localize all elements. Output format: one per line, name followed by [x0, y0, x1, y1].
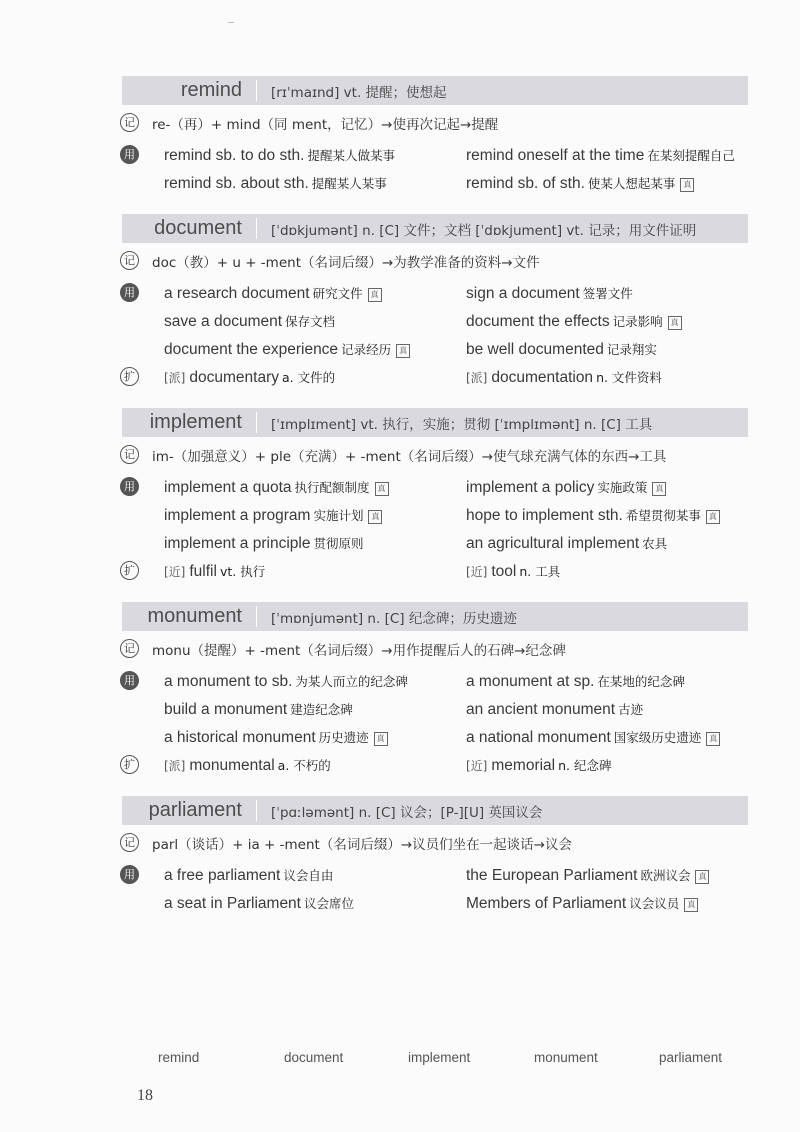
exam-mark-icon: 真 [684, 898, 698, 912]
memory-row [122, 109, 748, 137]
usage-row [122, 335, 748, 363]
exam-mark-icon: 真 [680, 178, 694, 192]
footer-word: document [284, 1050, 344, 1065]
usage-phrase: the European Parliament 欧洲议会 真 [466, 866, 709, 885]
memory-icon: 记 [120, 113, 139, 132]
exam-mark-icon: 真 [695, 870, 709, 884]
usage-phrase: a historical monument 历史遗迹 真 [164, 728, 388, 747]
exam-mark-icon: 真 [375, 482, 389, 496]
footer-word: monument [534, 1050, 598, 1065]
extend-icon: 扩 [120, 367, 139, 386]
definition: [ˈdɒkjumənt] n. [C] 文件；文档 [ˈdɒkjument] vt. 记录；用文件证明 [271, 222, 697, 239]
usage-phrase: a monument to sb. 为某人而立的纪念碑 [164, 672, 408, 690]
headword: remind [180, 79, 242, 101]
extend-word: [派] documentation n. 文件资料 [466, 368, 662, 386]
memory-row [122, 829, 748, 857]
usage-row [122, 141, 748, 169]
footer-word-list [0, 1050, 800, 1070]
extend-word: [近] fulfil vt. 执行 [164, 562, 266, 580]
entry-header [122, 796, 748, 825]
usage-phrase: document the effects 记录影响 真 [466, 312, 682, 331]
usage-phrase: remind sb. about sth. 提醒某人某事 [164, 174, 387, 192]
entry-header [122, 76, 748, 105]
usage-phrase: implement a program 实施计划 真 [164, 506, 382, 525]
extend-icon: 扩 [120, 561, 139, 580]
usage-row [122, 279, 748, 307]
usage-row [122, 695, 748, 723]
usage-row [122, 169, 748, 197]
usage-icon: 用 [120, 865, 139, 884]
usage-phrase: remind sb. to do sth. 提醒某人做某事 [164, 146, 395, 164]
usage-row [122, 307, 748, 335]
usage-phrase: a research document 研究文件 真 [164, 284, 382, 303]
header-divider [256, 606, 257, 627]
usage-phrase: a seat in Parliament 议会席位 [164, 894, 355, 912]
usage-icon: 用 [120, 477, 139, 496]
memory-text: re-（再）+ mind（同 ment，记忆）→使再次记起→提醒 [152, 117, 499, 133]
headword: monument [147, 605, 242, 627]
extend-icon: 扩 [120, 755, 139, 774]
extend-row [122, 363, 748, 391]
entry-monument [122, 602, 748, 779]
exam-mark-icon: 真 [668, 316, 682, 330]
exam-mark-icon: 真 [706, 732, 720, 746]
usage-phrase: be well documented 记录翔实 [466, 340, 657, 358]
entry-parliament [122, 796, 748, 917]
definition: [ˈmɒnjumənt] n. [C] 纪念碑；历史遗迹 [271, 610, 517, 627]
page-number: 18 [137, 1087, 153, 1104]
usage-icon: 用 [120, 283, 139, 302]
definition: [ˈpɑːləmənt] n. [C] 议会；[P-][U] 英国议会 [271, 804, 543, 821]
extend-word: [派] monumental a. 不朽的 [164, 756, 331, 774]
memory-icon: 记 [120, 251, 139, 270]
footer-word: implement [408, 1050, 471, 1065]
usage-row [122, 529, 748, 557]
header-divider [256, 412, 257, 433]
entry-implement [122, 408, 748, 585]
usage-phrase: implement a policy 实施政策 真 [466, 478, 666, 497]
usage-icon: 用 [120, 671, 139, 690]
usage-phrase: implement a quota 执行配额制度 真 [164, 478, 389, 497]
extend-word: [派] documentary a. 文件的 [164, 368, 336, 386]
extend-word: [近] memorial n. 纪念碑 [466, 756, 612, 774]
entry-document [122, 214, 748, 391]
memory-row [122, 635, 748, 663]
scan-mark [228, 22, 234, 23]
usage-phrase: build a monument 建造纪念碑 [164, 700, 353, 718]
extend-word: [近] tool n. 工具 [466, 562, 561, 580]
footer-word: remind [158, 1050, 200, 1065]
usage-phrase: an ancient monument 古迹 [466, 700, 644, 718]
usage-phrase: document the experience 记录经历 真 [164, 340, 410, 359]
memory-text: parl（谈话）+ ia + -ment（名词后缀）→议员们坐在一起谈话→议会 [152, 837, 572, 853]
header-divider [256, 218, 257, 239]
usage-phrase: a monument at sp. 在某地的纪念碑 [466, 672, 685, 690]
headword: implement [149, 411, 242, 433]
entry-remind [122, 76, 748, 197]
exam-mark-icon: 真 [706, 510, 720, 524]
usage-phrase: remind sb. of sth. 使某人想起某事 真 [466, 174, 694, 193]
usage-phrase: remind oneself at the time 在某刻提醒自己 [466, 146, 735, 164]
entry-header [122, 602, 748, 631]
extend-row [122, 751, 748, 779]
headword: parliament [148, 799, 242, 821]
exam-mark-icon: 真 [368, 510, 382, 524]
definition: [rɪˈmaɪnd] vt. 提醒；使想起 [271, 84, 447, 101]
exam-mark-icon: 真 [374, 732, 388, 746]
usage-phrase: save a document 保存文档 [164, 312, 336, 330]
footer-word: parliament [659, 1050, 723, 1065]
memory-icon: 记 [120, 639, 139, 658]
entry-header [122, 214, 748, 243]
usage-phrase: a free parliament 议会自由 [164, 866, 334, 884]
memory-icon: 记 [120, 445, 139, 464]
memory-icon: 记 [120, 833, 139, 852]
usage-row [122, 889, 748, 917]
usage-row [122, 667, 748, 695]
usage-icon: 用 [120, 145, 139, 164]
memory-row [122, 441, 748, 469]
usage-row [122, 723, 748, 751]
usage-row [122, 501, 748, 529]
memory-row [122, 247, 748, 275]
usage-phrase: Members of Parliament 议会议员 真 [466, 894, 698, 913]
header-divider [256, 80, 257, 101]
definition: [ˈɪmplɪment] vt. 执行，实施；贯彻 [ˈɪmplɪmənt] n. [C] 工具 [271, 416, 653, 433]
exam-mark-icon: 真 [652, 482, 666, 496]
usage-phrase: a national monument 国家级历史遗迹 真 [466, 728, 720, 747]
memory-text: im-（加强意义）+ ple（充满）+ -ment（名词后缀）→使气球充满气体的东西→工具 [152, 449, 667, 465]
entry-header [122, 408, 748, 437]
header-divider [256, 800, 257, 821]
memory-text: doc（教）+ u + -ment（名词后缀）→为教学准备的资料→文件 [152, 255, 540, 271]
usage-phrase: hope to implement sth. 希望贯彻某事 真 [466, 506, 720, 525]
usage-row [122, 473, 748, 501]
usage-row [122, 861, 748, 889]
memory-text: monu（提醒）+ -ment（名词后缀）→用作提醒后人的石碑→纪念碑 [152, 643, 566, 659]
headword: document [154, 217, 242, 239]
usage-phrase: sign a document 签署文件 [466, 284, 633, 302]
exam-mark-icon: 真 [396, 344, 410, 358]
usage-phrase: implement a principle 贯彻原则 [164, 534, 364, 552]
exam-mark-icon: 真 [368, 288, 382, 302]
usage-phrase: an agricultural implement 农具 [466, 534, 668, 552]
extend-row [122, 557, 748, 585]
